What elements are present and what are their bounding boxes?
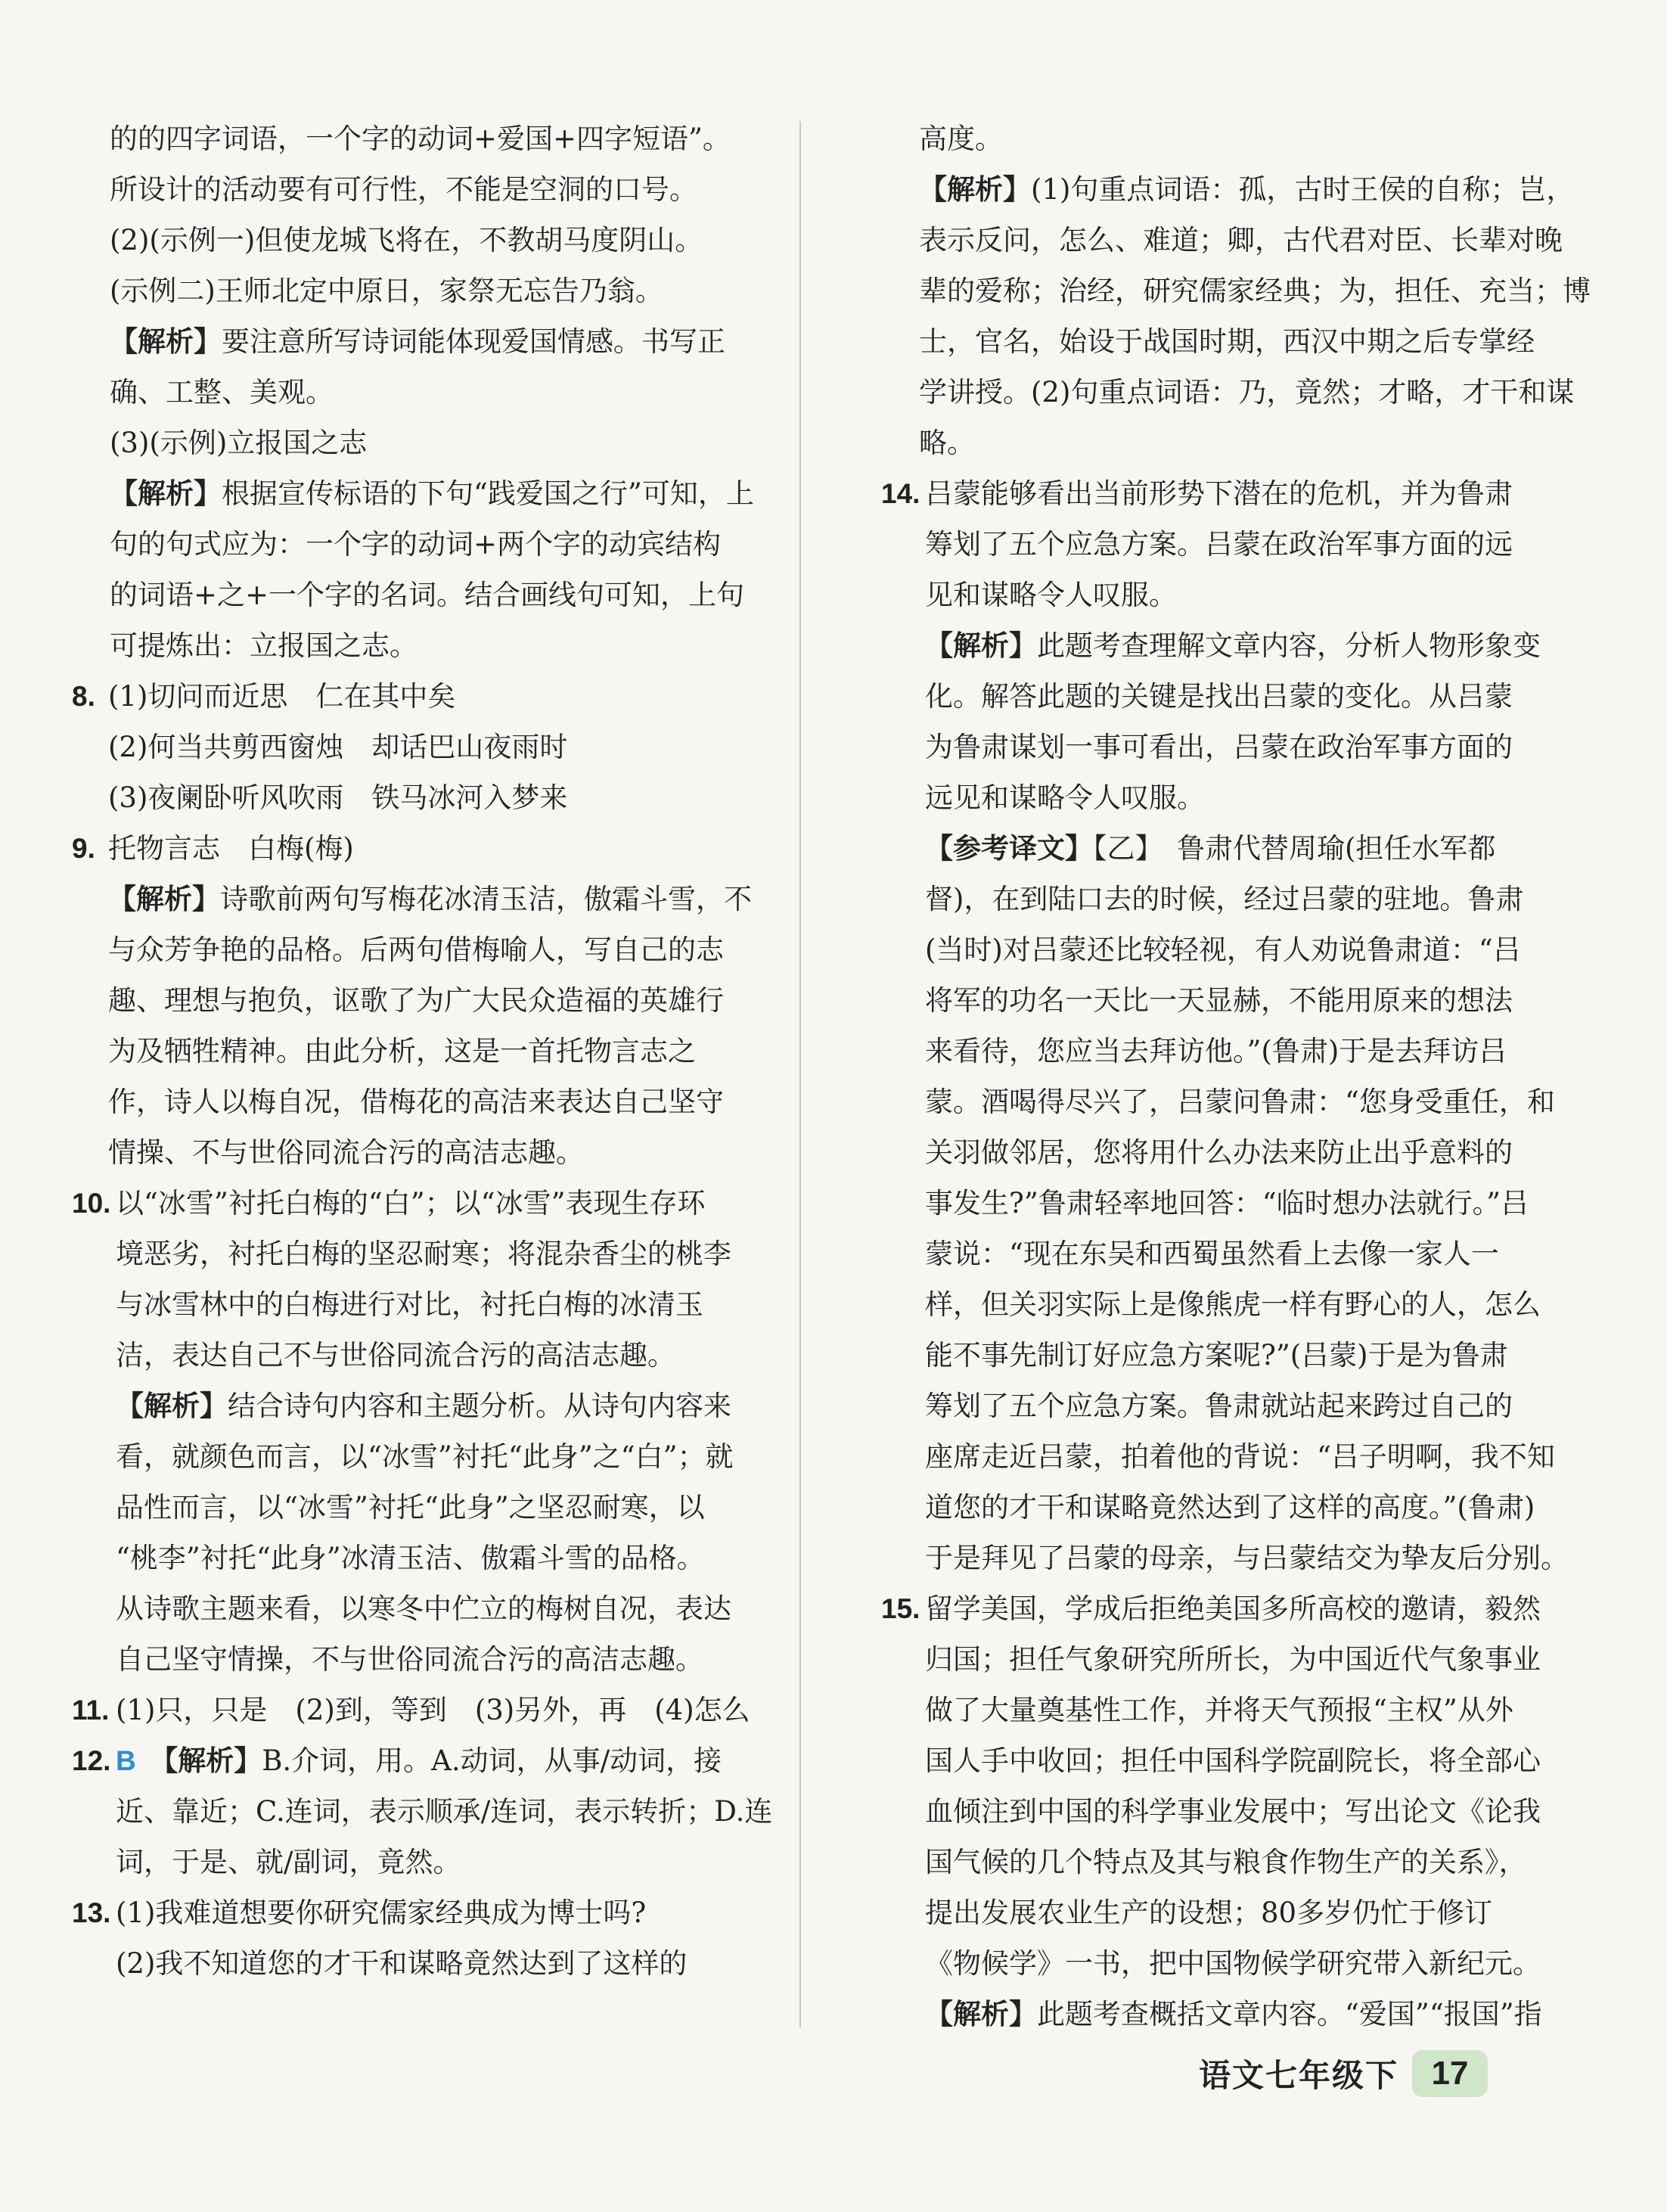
text-line: 蒙说：“现在东吴和西蜀虽然看上去像一家人一: [925, 1238, 1499, 1270]
text-line: 可提炼出：立报国之志。: [110, 629, 418, 662]
analysis-text: 此题考查理解文章内容，分析人物形象变: [1037, 629, 1541, 662]
text-line: 座席走近吕蒙，拍着他的背说：“吕子明啊，我不知: [925, 1440, 1555, 1473]
text-line: 能不事先制订好应急方案呢?”(吕蒙)于是为鲁肃: [925, 1339, 1508, 1372]
text-line: 近、靠近；C.连词，表示顺承/连词，表示转折；D.连: [116, 1795, 773, 1828]
analysis-line: [72, 468, 798, 519]
question-number: 15.: [881, 1593, 920, 1624]
text-line: 督)，在到陆口去的时候，经过吕蒙的驻地。鲁肃: [925, 883, 1524, 915]
text-line: 情操、不与世俗同流合污的高洁志趣。: [108, 1136, 584, 1169]
answer-line: (2)何当共剪西窗烛 却话巴山夜雨时: [108, 731, 568, 763]
text-line: 为鲁肃谋划一事可看出，吕蒙在政治军事方面的: [925, 731, 1513, 763]
analysis-tag: 【解析】: [163, 1745, 262, 1776]
text-line: 词，于是、就/副词，竟然。: [116, 1846, 461, 1878]
analysis-text: 根据宣传标语的下句“践爱国之行”可知，上: [222, 477, 754, 510]
answer-line: 以“冰雪”衬托白梅的“白”；以“冰雪”表现生存环: [116, 1187, 706, 1219]
answer-line: (2)我不知道您的才干和谋略竟然达到了这样的: [116, 1947, 688, 1980]
page-number: 17: [1412, 2050, 1488, 2097]
text-line: 化。解答此题的关键是找出吕蒙的变化。从吕蒙: [925, 680, 1513, 713]
text-line: 远见和谋略令人叹服。: [925, 781, 1205, 814]
answer-line: (1)切问而近思 仁在其中矣: [108, 680, 456, 713]
analysis-line: [72, 316, 798, 367]
subject-label: 语文七年级下: [1199, 2057, 1399, 2094]
question-12: [72, 1735, 798, 1887]
analysis-text: 此题考查概括文章内容。“爱国”“报国”指: [1037, 1998, 1542, 2030]
text-line: 为及牺牲精神。由此分析，这是一首托物言志之: [108, 1035, 696, 1067]
question-8: [72, 671, 798, 823]
text-line: 品性而言，以“冰雪”衬托“此身”之坚忍耐寒，以: [116, 1491, 705, 1524]
question-10: [72, 1178, 798, 1685]
question-number: 14.: [881, 478, 920, 509]
text-line: 学讲授。(2)句重点词语：乃，竟然；才略，才干和谋略。: [919, 376, 1575, 459]
analysis-text: 要注意所写诗词能体现爱国情感。书写正: [222, 325, 725, 358]
text-line: 士，官名，始设于战国时期，西汉中期之后专掌经: [919, 325, 1535, 358]
text-line: 筹划了五个应急方案。鲁肃就站起来跨过自己的: [925, 1390, 1513, 1422]
text-line: 句的句式应为：一个字的动词+两个字的动宾结构: [110, 528, 722, 561]
analysis-text: (1)句重点词语：孤，古时王侯的自称；岂，: [1031, 173, 1575, 206]
question-13: [72, 1887, 798, 1989]
text-line: 确、工整、美观。: [110, 376, 334, 409]
text-line: 样，但关羽实际上是像熊虎一样有野心的人，怎么: [925, 1288, 1541, 1321]
translation-line: [925, 823, 1607, 874]
question-number: 10.: [72, 1188, 111, 1219]
answer-line: 国气候的几个特点及其与粮食作物生产的关系》，: [925, 1846, 1527, 1878]
text-line: 蒙。酒喝得尽兴了，吕蒙问鲁肃：“您身受重任，和: [925, 1086, 1555, 1118]
translation-tag: 【参考译文】: [925, 833, 1093, 864]
question-number: 8.: [72, 681, 95, 712]
text-line: 道您的才干和谋略竟然达到了这样的高度。”(鲁肃): [925, 1491, 1535, 1524]
question-number: 13.: [72, 1897, 111, 1928]
text-line: 所设计的活动要有可行性，不能是空洞的口号。: [110, 173, 697, 206]
translation-text: 【乙】 鲁肃代替周瑜(担任水军都: [1093, 832, 1496, 865]
answer-line: 托物言志 白梅(梅): [108, 832, 354, 865]
answer-line: 《物候学》一书，把中国物候学研究带入新纪元。: [925, 1947, 1541, 1980]
text-line: 于是拜见了吕蒙的母亲，与吕蒙结交为挚友后分别。: [925, 1542, 1569, 1574]
text-line: 与众芳争艳的品格。后两句借梅喻人，写自己的志: [108, 934, 724, 966]
answer-choice: B: [116, 1745, 136, 1776]
answer-line: 归国；担任气象研究所所长，为中国近代气象事业: [925, 1643, 1541, 1676]
question-9: [72, 823, 798, 1178]
left-column: [72, 113, 798, 1989]
answer-line: (3)夜阑卧听风吹雨 铁马冰河入梦来: [108, 781, 568, 814]
answer-line: 境恶劣，衬托白梅的坚忍耐寒；将混杂香尘的桃李: [116, 1238, 731, 1270]
question-11: [72, 1685, 798, 1735]
page-footer: [1199, 2050, 1488, 2097]
question-number: 9.: [72, 833, 95, 864]
text-line: 将军的功名一天比一天显赫，不能用原来的想法: [925, 984, 1513, 1017]
analysis-tag: 【解析】: [110, 478, 222, 509]
analysis-tag: 【解析】: [919, 174, 1031, 205]
text-line: 表示反问，怎么、难道；卿，古代君对臣、长辈对晚: [919, 224, 1563, 256]
text-line: 辈的爱称；治经，研究儒家经典；为，担任、充当；博: [919, 275, 1591, 307]
text-line: 趣、理想与抱负，讴歌了为广大民众造福的英雄行: [108, 984, 724, 1017]
analysis-tag: 【解析】: [925, 630, 1037, 661]
analysis-tag: 【解析】: [116, 1390, 228, 1421]
analysis-line: [881, 164, 1607, 215]
text-line: 作，诗人以梅自况，借梅花的高洁来表达自己坚守: [108, 1086, 724, 1118]
answer-line: 筹划了五个应急方案。吕蒙在政治军事方面的远: [925, 528, 1513, 561]
analysis-line: [116, 1735, 798, 1786]
analysis-tag: 【解析】: [110, 326, 222, 357]
text-line: 高度。: [919, 123, 1003, 155]
question-14: [881, 468, 1607, 1583]
text-line: 的词语+之+一个字的名词。结合画线句可知，上句: [110, 579, 745, 611]
answer-line: 做了大量奠基性工作，并将天气预报“主权”从外: [925, 1694, 1513, 1726]
text-line: (2)(示例一)但使龙城飞将在，不教胡马度阴山。: [110, 224, 703, 256]
analysis-text: 结合诗句内容和主题分析。从诗句内容来: [228, 1390, 731, 1422]
text-line: 从诗歌主题来看，以寒冬中伫立的梅树自况，表达: [116, 1592, 731, 1625]
answer-line: 留学美国，学成后拒绝美国多所高校的邀请，毅然: [925, 1592, 1541, 1625]
answer-line: (1)只，只是 (2)到，等到 (3)另外，再 (4)怎么: [116, 1694, 750, 1726]
analysis-line: [108, 874, 798, 924]
answer-line: 国人手中收回；担任中国科学院副院长，将全部心: [925, 1744, 1541, 1777]
question-number: 11.: [72, 1695, 110, 1726]
text-line: (当时)对吕蒙还比较轻视，有人劝说鲁肃道：“吕: [925, 934, 1521, 966]
answer-line: 提出发展农业生产的设想；80多岁仍忙于修订: [925, 1897, 1493, 1929]
analysis-line: [925, 620, 1607, 671]
answer-line: 与冰雪林中的白梅进行对比，衬托白梅的冰清玉: [116, 1288, 703, 1321]
answer-line: (1)我难道想要你研究儒家经典成为博士吗?: [116, 1897, 647, 1929]
text-line: 来看待，您应当去拜访他。”(鲁肃)于是去拜访吕: [925, 1035, 1507, 1067]
text-line: 自己坚守情操，不与世俗同流合污的高洁志趣。: [116, 1643, 703, 1676]
answer-line: 见和谋略令人叹服。: [925, 579, 1177, 611]
analysis-line: [116, 1381, 798, 1431]
analysis-text: B.介词，用。A.动词，从事/动词，接: [262, 1744, 722, 1777]
text-line: 的的四字词语，一个字的动词+爱国+四字短语”。: [110, 123, 731, 155]
analysis-tag: 【解析】: [108, 884, 220, 915]
question-number: 12.: [72, 1745, 111, 1776]
question-15: [881, 1583, 1607, 2040]
analysis-text: 诗歌前两句写梅花冰清玉洁，傲霜斗雪，不: [220, 883, 752, 915]
text-line: 看，就颜色而言，以“冰雪”衬托“此身”之“白”；就: [116, 1440, 734, 1473]
text-line: (示例二)王师北定中原日，家祭无忘告乃翁。: [110, 275, 663, 307]
text-line: 关羽做邻居，您将用什么办法来防止出乎意料的: [925, 1136, 1513, 1169]
text-line: 事发生?”鲁肃轻率地回答：“临时想办法就行。”吕: [925, 1187, 1529, 1219]
analysis-line: [925, 1989, 1607, 2040]
analysis-tag: 【解析】: [925, 1999, 1037, 2030]
text-line: “桃李”衬托“此身”冰清玉洁、傲霜斗雪的品格。: [116, 1542, 705, 1574]
answer-line: 血倾注到中国的科学事业发展中；写出论文《论我: [925, 1795, 1541, 1828]
answer-line: 洁，表达自己不与世俗同流合污的高洁志趣。: [116, 1339, 675, 1372]
right-column: [881, 113, 1607, 2040]
text-line: (3)(示例)立报国之志: [110, 427, 368, 459]
answer-line: 吕蒙能够看出当前形势下潜在的危机，并为鲁肃: [925, 477, 1513, 510]
column-divider: [799, 121, 801, 2027]
